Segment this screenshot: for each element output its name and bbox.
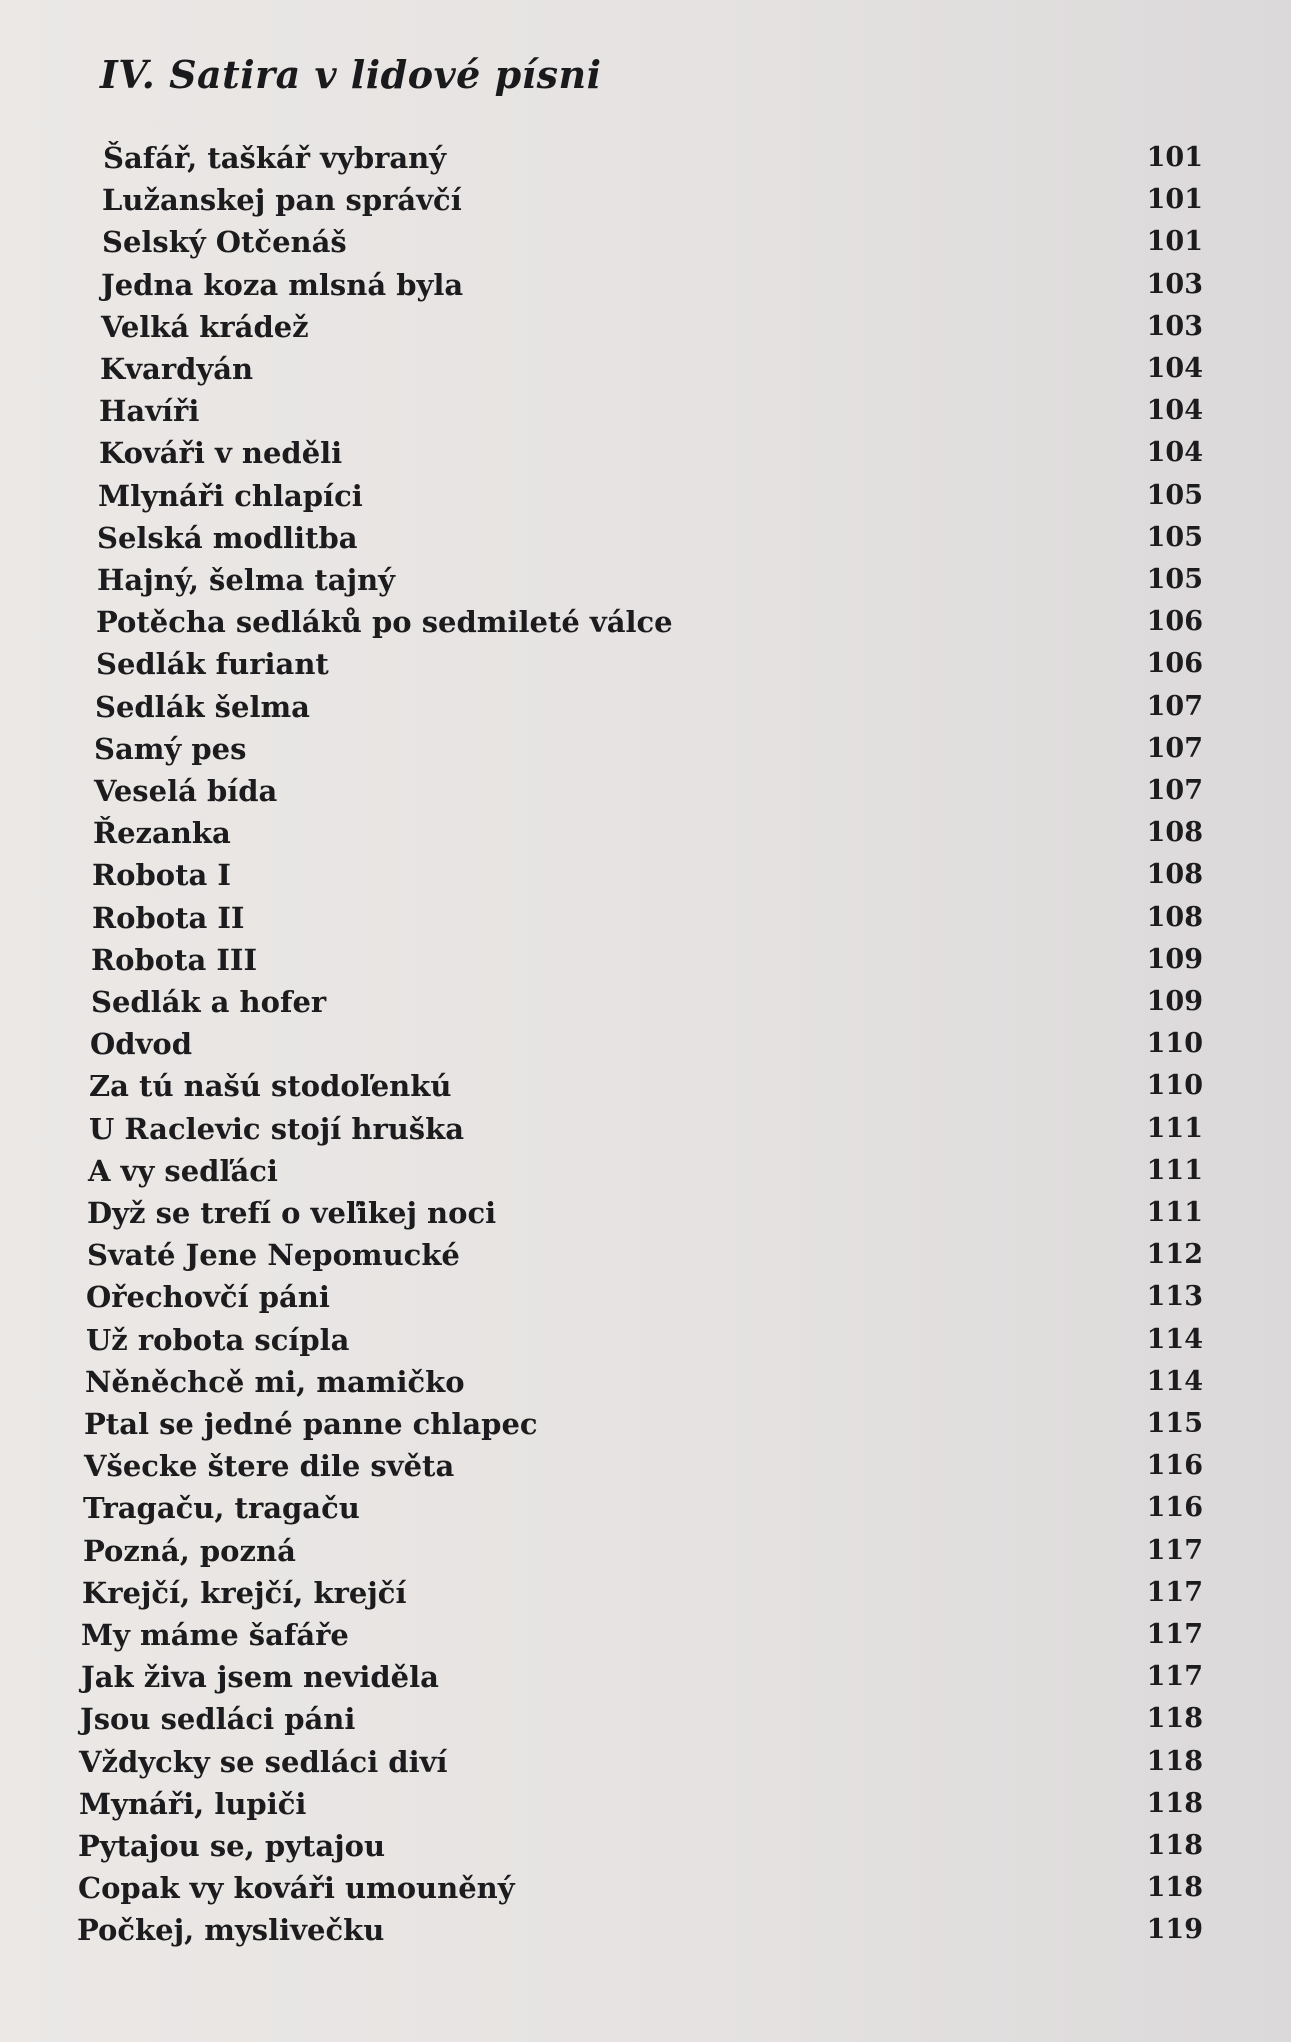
toc-entry-page-number: 105 (1146, 564, 1203, 595)
toc-entry (0, 1784, 1291, 1824)
toc-entry-title: Mynáři, lupiči (79, 1786, 307, 1821)
toc-entry-page-number: 116 (1146, 1450, 1203, 1482)
toc-entry (0, 1404, 1291, 1444)
toc-entry-page-number: 105 (1146, 479, 1203, 511)
toc-entry (0, 602, 1291, 642)
toc-entry-page-number: 113 (1146, 1281, 1203, 1313)
toc-entry-title: Už robota scípla (86, 1322, 350, 1357)
toc-entry-page-number: 104 (1146, 353, 1203, 384)
toc-entry-page-number: 110 (1146, 1028, 1203, 1060)
toc-entry-title: Za tú našú stodoľenkú (89, 1069, 452, 1104)
toc-entry (0, 1910, 1291, 1950)
toc-entry-page-number: 112 (1146, 1239, 1203, 1271)
toc-entry-title: Odvod (90, 1027, 193, 1062)
toc-entry-page-number: 103 (1146, 268, 1203, 300)
toc-entry-title: Robota II (92, 900, 245, 935)
toc-entry-title: U Raclevic stojí hruška (89, 1111, 465, 1146)
toc-entry (0, 1868, 1291, 1908)
toc-entry (0, 433, 1291, 473)
toc-entry-page-number: 106 (1146, 648, 1203, 680)
toc-entry-title: Sedlák a hofer (91, 985, 327, 1019)
toc-entry-page-number: 108 (1146, 859, 1203, 891)
toc-entry-page-number: 118 (1146, 1787, 1203, 1819)
toc-entry-title: Kvardyán (100, 352, 254, 386)
toc-entry-title: Počkej, myslivečku (77, 1913, 385, 1948)
toc-entry-page-number: 117 (1146, 1534, 1203, 1566)
toc-entry (0, 1277, 1291, 1317)
toc-entry (0, 1024, 1291, 1064)
toc-entry (0, 1657, 1291, 1697)
toc-entry (0, 687, 1291, 727)
toc-entry-page-number: 107 (1146, 775, 1203, 806)
toc-entry (0, 982, 1291, 1022)
toc-entry-title: Svaté Jene Nepomucké (87, 1238, 460, 1273)
toc-entry-title: Potěcha sedláků po sedmileté válce (96, 605, 673, 640)
toc-entry-title: A vy sedľáci (88, 1153, 278, 1188)
toc-entry-title: Jak živa jsem neviděla (81, 1660, 439, 1695)
toc-entry-page-number: 117 (1146, 1619, 1203, 1650)
toc-entry (0, 771, 1291, 811)
toc-entry-page-number: 109 (1146, 943, 1203, 975)
toc-entry-page-number: 110 (1146, 1070, 1203, 1102)
toc-entry (0, 1699, 1291, 1739)
toc-entry-page-number: 119 (1146, 1914, 1203, 1946)
toc-entry-page-number: 118 (1146, 1872, 1203, 1904)
toc-entry-page-number: 104 (1146, 395, 1203, 427)
toc-entry (0, 813, 1291, 853)
toc-entry-page-number: 118 (1146, 1830, 1203, 1861)
toc-entry-page-number: 118 (1146, 1745, 1203, 1777)
toc-entry-title: Hajný, šelma tajný (97, 563, 396, 597)
toc-entry-page-number: 118 (1146, 1703, 1203, 1735)
toc-entry (0, 391, 1291, 431)
toc-entry-title: Lužanskej pan správčí (102, 183, 462, 218)
toc-entry-page-number: 107 (1146, 732, 1203, 764)
toc-entry (0, 1446, 1291, 1486)
toc-entry-title: Selská modlitba (97, 520, 358, 555)
toc-entry (0, 1488, 1291, 1528)
toc-entry-title: Ptal se jedné panne chlapec (84, 1407, 538, 1441)
toc-entry (0, 1066, 1291, 1106)
toc-entry-title: Všecke štere dile světa (84, 1449, 455, 1484)
toc-entry-page-number: 101 (1146, 226, 1203, 258)
toc-entry-title: Krejčí, krejčí, krejčí (82, 1575, 407, 1610)
toc-entry-page-number: 111 (1146, 1154, 1203, 1186)
toc-entry-title: Šafář, taškář vybraný (103, 141, 447, 175)
toc-entry-page-number: 117 (1146, 1661, 1203, 1693)
toc-entry-title: Pozná, pozná (83, 1533, 296, 1568)
toc-entry (0, 518, 1291, 558)
toc-entry-page-number: 117 (1146, 1576, 1203, 1608)
toc-entry-title: Mlynáři chlapíci (98, 478, 363, 513)
toc-entry-page-number: 106 (1146, 606, 1203, 638)
toc-entry-title: Havíři (99, 394, 200, 429)
toc-entry-title: Copak vy kováři umouněný (78, 1871, 515, 1906)
toc-entry (0, 476, 1291, 516)
toc-entry (0, 1615, 1291, 1655)
toc-entry (0, 1235, 1291, 1275)
section-heading: IV. Satira v lidové písni (100, 52, 602, 97)
toc-entry (0, 1742, 1291, 1782)
toc-entry-page-number: 107 (1146, 690, 1203, 722)
toc-entry-page-number: 101 (1146, 184, 1203, 216)
toc-entry-title: Vždycky se sedláci diví (79, 1744, 448, 1779)
toc-entry (0, 1320, 1291, 1360)
toc-entry-title: Dyž se trefí o veľikej noci (87, 1196, 497, 1230)
toc-entry-title: Veselá bída (94, 774, 278, 808)
toc-entry (0, 349, 1291, 389)
toc-entry (0, 940, 1291, 980)
toc-entry-page-number: 101 (1146, 142, 1203, 173)
toc-entry-page-number: 104 (1146, 437, 1203, 469)
toc-entry-title: Něněchcě mi, mamičko (85, 1364, 465, 1399)
toc-entry-title: Robota I (92, 858, 231, 893)
toc-entry (0, 1109, 1291, 1149)
toc-entry-title: Jedna koza mlsná byla (101, 267, 464, 302)
toc-entry (0, 729, 1291, 769)
toc-entry-page-number: 115 (1146, 1408, 1203, 1439)
toc-entry (0, 222, 1291, 262)
toc-entry-page-number: 111 (1146, 1112, 1203, 1144)
toc-entry (0, 1826, 1291, 1866)
toc-entry-title: Jsou sedláci páni (80, 1702, 356, 1737)
toc-entry (0, 1573, 1291, 1613)
toc-entry-page-number: 103 (1146, 310, 1203, 342)
toc-entry (0, 265, 1291, 305)
toc-entry-title: Kováři v neděli (99, 436, 343, 471)
toc-entry-title: Samý pes (94, 731, 247, 766)
toc-entry-title: Sedlák furiant (96, 647, 329, 682)
toc-entry-page-number: 114 (1146, 1365, 1203, 1397)
toc-entry (0, 898, 1291, 938)
toc-entry (0, 307, 1291, 347)
toc-entry-title: My máme šafáře (81, 1618, 349, 1652)
toc-entry-page-number: 114 (1146, 1323, 1203, 1355)
toc-entry (0, 644, 1291, 684)
toc-entry (0, 180, 1291, 220)
toc-entry-title: Tragaču, tragaču (83, 1491, 360, 1526)
toc-entry (0, 1531, 1291, 1571)
toc-entry (0, 1193, 1291, 1233)
toc-entry-title: Řezanka (93, 816, 231, 851)
toc-entry-title: Selský Otčenáš (102, 225, 347, 260)
toc-entry-title: Ořechovčí páni (86, 1280, 330, 1315)
toc-entry (0, 1151, 1291, 1191)
toc-entry-page-number: 105 (1146, 521, 1203, 553)
toc-entry (0, 138, 1291, 178)
toc-entry-page-number: 109 (1146, 986, 1203, 1017)
toc-entry-title: Velká krádež (101, 309, 309, 344)
toc-entry-title: Pytajou se, pytajou (78, 1829, 386, 1863)
toc-entry-page-number: 108 (1146, 817, 1203, 849)
toc-entry-title: Sedlák šelma (95, 689, 310, 724)
toc-entry (0, 560, 1291, 600)
toc-entry (0, 855, 1291, 895)
toc-entry-page-number: 116 (1146, 1492, 1203, 1524)
toc-entry-page-number: 108 (1146, 901, 1203, 933)
toc-entry (0, 1362, 1291, 1402)
toc-entry-title: Robota III (91, 942, 258, 977)
toc-entry-page-number: 111 (1146, 1197, 1203, 1228)
